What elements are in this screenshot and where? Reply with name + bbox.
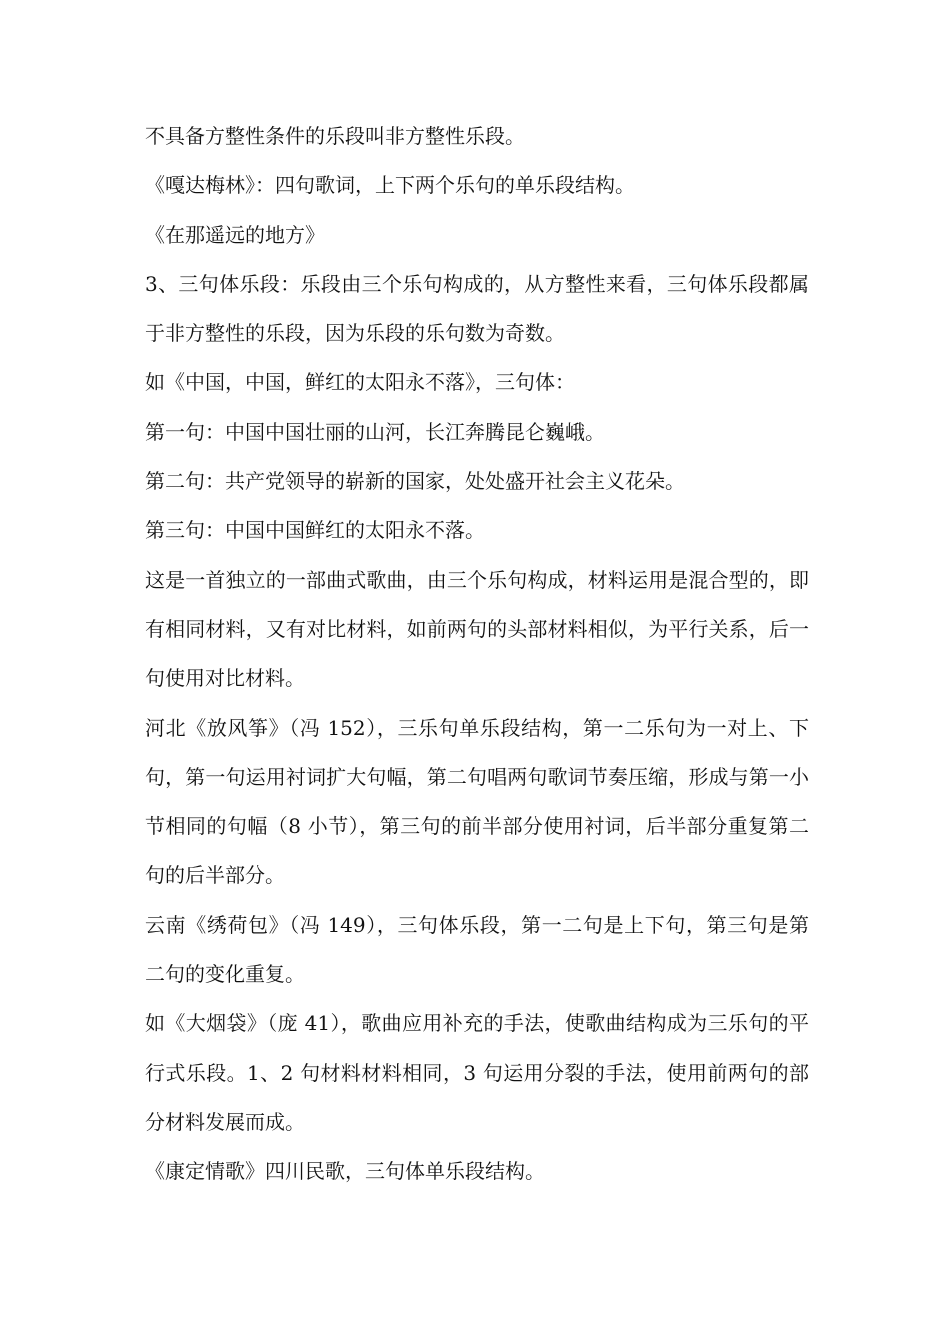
paragraph-china-example: 如《中国，中国，鲜红的太阳永不落》，三句体： xyxy=(145,370,575,395)
document-body xyxy=(145,112,809,1197)
paragraph-second-phrase: 第二句：共产党领导的崭新的国家，处处盛开社会主义花朵。 xyxy=(145,469,685,494)
paragraph-faraway-place: 《在那遥远的地方》 xyxy=(145,222,325,247)
paragraph-first-phrase: 第一句：中国中国壮丽的山河，长江奔腾昆仑巍峨。 xyxy=(145,419,605,444)
paragraph-non-square-definition: 不具备方整性条件的乐段叫非方整性乐段。 xyxy=(145,124,525,148)
paragraph-fang-fengzheng: 河北《放风筝》（冯 152），三乐句单乐段结构，第一二乐句为一对上、下句，第一句运用衬词扩大句幅，第二句唱两句歌词节奏压缩，形成与第一小节相同的句幅（8 小节），第三句的前半部分使用衬词，后半部分重复第二句的后半部分。 xyxy=(145,715,809,888)
paragraph-kangding-song: 《康定情歌》四川民歌，三句体单乐段结构。 xyxy=(145,1159,545,1184)
paragraph-analysis: 这是一首独立的一部曲式歌曲，由三个乐句构成，材料运用是混合型的，即有相同材料，又有对比材料，如前两句的头部材料相似，为平行关系，后一句使用对比材料。 xyxy=(145,567,809,691)
paragraph-xiu-hebao: 云南《绣荷包》（冯 149），三句体乐段，第一二句是上下句，第三句是第二句的变化重复。 xyxy=(145,912,809,987)
paragraph-three-phrase-section: 3、三句体乐段：乐段由三个乐句构成的，从方整性来看，三句体乐段都属于非方整性的乐段，因为乐段的乐句数为奇数。 xyxy=(145,271,809,346)
paragraph-third-phrase: 第三句：中国中国鲜红的太阳永不落。 xyxy=(145,518,485,543)
paragraph-da-yandai: 如《大烟袋》（庞 41），歌曲应用补充的手法，使歌曲结构成为三乐句的平行式乐段。1、2 句材料材料相同，3 句运用分裂的手法，使用前两句的部分材料发展而成。 xyxy=(145,1011,809,1134)
paragraph-gada-meilin: 《嘎达梅林》：四句歌词，上下两个乐句的单乐段结构。 xyxy=(145,173,635,198)
